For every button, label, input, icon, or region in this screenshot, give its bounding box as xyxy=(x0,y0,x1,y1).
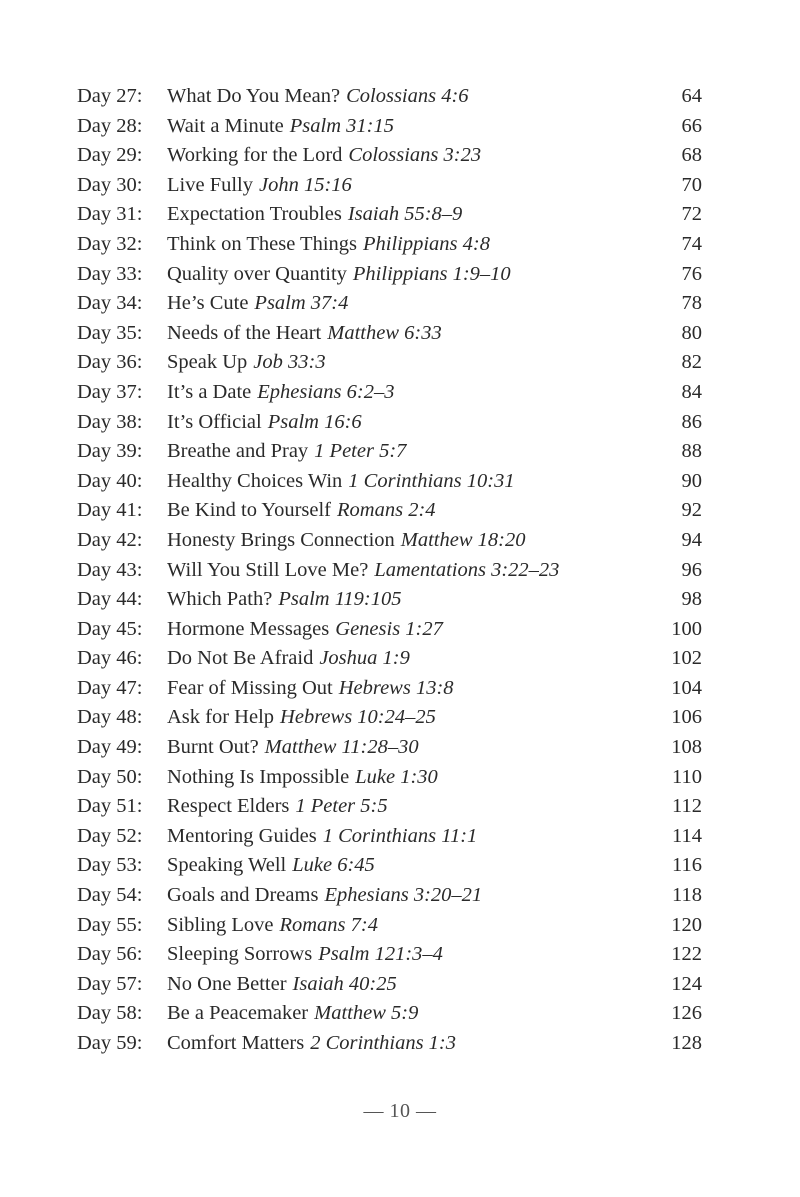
toc-page-number: 100 xyxy=(671,617,702,640)
toc-scripture-reference: Psalm 119:105 xyxy=(278,588,402,611)
toc-entry xyxy=(0,378,800,408)
toc-entry-text xyxy=(167,437,406,467)
toc-day-label: Day 44: xyxy=(77,588,143,611)
toc-page-number: 88 xyxy=(681,440,702,463)
toc-entry-text xyxy=(167,289,348,319)
toc-day-label: Day 51: xyxy=(77,795,143,818)
toc-title: It’s Official xyxy=(167,410,262,433)
toc-entry-text xyxy=(167,763,438,793)
toc-day-label: Day 41: xyxy=(77,499,143,522)
toc-scripture-reference: Matthew 11:28–30 xyxy=(264,736,419,759)
toc-day-label: Day 30: xyxy=(77,173,143,196)
toc-title: Sleeping Sorrows xyxy=(167,943,313,966)
toc-entry xyxy=(0,260,800,290)
toc-entry-text xyxy=(167,200,462,230)
toc-entry-text xyxy=(167,348,326,378)
toc-title: Sibling Love xyxy=(167,913,274,936)
toc-entry xyxy=(0,171,800,201)
toc-entry xyxy=(0,822,800,852)
toc-page-number: 128 xyxy=(671,1032,702,1054)
toc-day-label: Day 33: xyxy=(77,262,143,285)
toc-entry xyxy=(0,585,800,615)
toc-title: Comfort Matters xyxy=(167,1032,305,1054)
toc-day-label: Day 55: xyxy=(77,913,143,936)
toc-title: It’s a Date xyxy=(167,380,252,403)
toc-page-number: 96 xyxy=(681,558,702,581)
toc-entry xyxy=(0,851,800,881)
toc-title: He’s Cute xyxy=(167,292,249,315)
toc-scripture-reference: 2 Corinthians 1:3 xyxy=(310,1032,457,1054)
toc-scripture-reference: Philippians 1:9–10 xyxy=(352,262,511,285)
toc-title: Speak Up xyxy=(167,351,248,374)
toc-entry xyxy=(0,733,800,763)
toc-scripture-reference: Psalm 121:3–4 xyxy=(318,943,443,966)
toc-entry xyxy=(0,82,800,112)
toc-day-label: Day 37: xyxy=(77,380,143,403)
toc-entry xyxy=(0,467,800,497)
toc-page-number: 126 xyxy=(671,1002,702,1025)
toc-day-label: Day 53: xyxy=(77,854,143,877)
toc-page-number: 78 xyxy=(681,292,702,315)
toc-scripture-reference: Lamentations 3:22–23 xyxy=(374,558,560,581)
toc-entry-text xyxy=(167,82,469,112)
toc-page-number: 94 xyxy=(681,528,702,551)
toc-page-number: 108 xyxy=(671,736,702,759)
toc-entry xyxy=(0,496,800,526)
toc-day-label: Day 35: xyxy=(77,321,143,344)
toc-title: Do Not Be Afraid xyxy=(167,647,314,670)
toc-scripture-reference: Colossians 4:6 xyxy=(346,85,469,107)
toc-page-number: 122 xyxy=(671,943,702,966)
toc-title: Respect Elders xyxy=(167,795,290,818)
toc-entry xyxy=(0,970,800,1000)
toc-entry xyxy=(0,1029,800,1059)
toc-entry xyxy=(0,200,800,230)
toc-page-number: 110 xyxy=(672,765,702,788)
toc-page-number: 74 xyxy=(681,232,702,255)
toc-entry-text xyxy=(167,703,436,733)
toc-scripture-reference: Job 33:3 xyxy=(253,351,326,374)
toc-entry-text xyxy=(167,467,515,497)
toc-entry xyxy=(0,289,800,319)
toc-entry xyxy=(0,792,800,822)
toc-entry xyxy=(0,437,800,467)
toc-entry xyxy=(0,644,800,674)
toc-page-number: 106 xyxy=(671,706,702,729)
toc-page-number: 80 xyxy=(681,321,702,344)
toc-entry xyxy=(0,112,800,142)
toc-day-label: Day 32: xyxy=(77,232,143,255)
toc-entry xyxy=(0,141,800,171)
toc-entry-text xyxy=(167,112,394,142)
toc-page-number: 66 xyxy=(681,114,702,137)
toc-scripture-reference: Psalm 31:15 xyxy=(289,114,394,137)
toc-title: Nothing Is Impossible xyxy=(167,765,350,788)
toc-day-label: Day 47: xyxy=(77,676,143,699)
toc-day-label: Day 28: xyxy=(77,114,143,137)
toc-scripture-reference: Colossians 3:23 xyxy=(348,144,482,167)
toc-scripture-reference: 1 Corinthians 11:1 xyxy=(322,824,478,847)
toc-scripture-reference: John 15:16 xyxy=(258,173,352,196)
toc-page-number: 98 xyxy=(681,588,702,611)
toc-scripture-reference: Romans 7:4 xyxy=(279,913,378,936)
toc-page-number: 84 xyxy=(681,380,702,403)
toc-title: Be a Peacemaker xyxy=(167,1002,309,1025)
toc-entry-text xyxy=(167,171,352,201)
toc-day-label: Day 52: xyxy=(77,824,143,847)
toc-title: Fear of Missing Out xyxy=(167,676,333,699)
toc-entry xyxy=(0,763,800,793)
toc-title: Breathe and Pray xyxy=(167,440,309,463)
toc-scripture-reference: Matthew 5:9 xyxy=(314,1002,419,1025)
toc-entry xyxy=(0,615,800,645)
toc-page-number: 70 xyxy=(681,173,702,196)
toc-entry xyxy=(0,526,800,556)
toc-title: Burnt Out? xyxy=(167,736,259,759)
toc-day-label: Day 31: xyxy=(77,203,143,226)
toc-day-label: Day 58: xyxy=(77,1002,143,1025)
toc-day-label: Day 39: xyxy=(77,440,143,463)
toc-day-label: Day 45: xyxy=(77,617,143,640)
toc-entry-text xyxy=(167,940,443,970)
toc-title: Hormone Messages xyxy=(167,617,330,640)
toc-scripture-reference: Matthew 6:33 xyxy=(327,321,442,344)
toc-scripture-reference: 1 Peter 5:5 xyxy=(295,795,388,818)
toc-page-number: 102 xyxy=(671,647,702,670)
toc-scripture-reference: Hebrews 13:8 xyxy=(338,676,454,699)
toc-day-label: Day 46: xyxy=(77,647,143,670)
toc-day-label: Day 48: xyxy=(77,706,143,729)
toc-entry-text xyxy=(167,526,525,556)
toc-title: Goals and Dreams xyxy=(167,884,319,907)
toc-day-label: Day 59: xyxy=(77,1032,143,1054)
toc-scripture-reference: Isaiah 40:25 xyxy=(292,972,397,995)
toc-day-label: Day 43: xyxy=(77,558,143,581)
toc-page-number: 72 xyxy=(681,203,702,226)
toc-entry-text xyxy=(167,999,418,1029)
toc-day-label: Day 38: xyxy=(77,410,143,433)
toc-title: No One Better xyxy=(167,972,287,995)
toc-entry xyxy=(0,999,800,1029)
toc-title: Working for the Lord xyxy=(167,144,343,167)
toc-entry xyxy=(0,319,800,349)
toc-title: Which Path? xyxy=(167,588,273,611)
toc-page-number: 82 xyxy=(681,351,702,374)
toc-day-label: Day 36: xyxy=(77,351,143,374)
page-number: — 10 — xyxy=(363,1100,437,1122)
toc-day-label: Day 29: xyxy=(77,144,143,167)
toc-page-number: 112 xyxy=(672,795,702,818)
toc-scripture-reference: Psalm 16:6 xyxy=(267,410,362,433)
toc-title: Expectation Troubles xyxy=(167,203,342,226)
toc-title: Ask for Help xyxy=(167,706,275,729)
toc-entry-text xyxy=(167,644,410,674)
toc-entry-text xyxy=(167,851,375,881)
toc-entry-text xyxy=(167,674,454,704)
toc-entry-text xyxy=(167,141,481,171)
toc-day-label: Day 57: xyxy=(77,972,143,995)
toc-scripture-reference: Genesis 1:27 xyxy=(335,617,443,640)
toc-page-number: 86 xyxy=(681,410,702,433)
toc-entry xyxy=(0,556,800,586)
toc-scripture-reference: Hebrews 10:24–25 xyxy=(280,706,436,729)
toc-page-number: 114 xyxy=(672,824,702,847)
toc-scripture-reference: Matthew 18:20 xyxy=(400,528,526,551)
toc-scripture-reference: 1 Corinthians 10:31 xyxy=(348,469,515,492)
toc-day-label: Day 56: xyxy=(77,943,143,966)
toc-scripture-reference: Philippians 4:8 xyxy=(363,232,490,255)
toc-page-number: 104 xyxy=(671,676,702,699)
toc-entry-text xyxy=(167,881,482,911)
toc-entry-text xyxy=(167,556,559,586)
toc-title: Mentoring Guides xyxy=(167,824,317,847)
toc-page-number: 124 xyxy=(671,972,702,995)
toc-entry-text xyxy=(167,792,388,822)
toc-day-label: Day 34: xyxy=(77,292,143,315)
toc-scripture-reference: Luke 6:45 xyxy=(292,854,375,877)
toc-entry-text xyxy=(167,1029,456,1059)
toc-entry-text xyxy=(167,970,397,1000)
toc-entry-text xyxy=(167,911,378,941)
toc-page-number: 118 xyxy=(672,884,702,907)
toc-entry-text xyxy=(167,496,436,526)
toc-entry-text xyxy=(167,230,490,260)
toc-scripture-reference: Isaiah 55:8–9 xyxy=(347,203,463,226)
toc-entry xyxy=(0,940,800,970)
toc-title: Healthy Choices Win xyxy=(167,469,343,492)
toc-day-label: Day 42: xyxy=(77,528,143,551)
toc-scripture-reference: Ephesians 3:20–21 xyxy=(324,884,483,907)
toc-entry xyxy=(0,911,800,941)
toc-title: Live Fully xyxy=(167,173,253,196)
toc-day-label: Day 40: xyxy=(77,469,143,492)
toc-scripture-reference: Ephesians 6:2–3 xyxy=(257,380,395,403)
toc-entry-text xyxy=(167,260,511,290)
toc-entry-text xyxy=(167,408,362,438)
toc-scripture-reference: Romans 2:4 xyxy=(337,499,436,522)
toc-title: Wait a Minute xyxy=(167,114,284,137)
toc-entry xyxy=(0,674,800,704)
toc-page-number: 64 xyxy=(681,85,702,107)
toc-title: Needs of the Heart xyxy=(167,321,322,344)
toc-title: Speaking Well xyxy=(167,854,287,877)
toc-entry-text xyxy=(167,378,394,408)
toc-entry xyxy=(0,408,800,438)
toc-day-label: Day 50: xyxy=(77,765,143,788)
toc-entry-text xyxy=(167,319,442,349)
toc-scripture-reference: Joshua 1:9 xyxy=(319,647,410,670)
toc-page-number: 76 xyxy=(681,262,702,285)
toc-title: Will You Still Love Me? xyxy=(167,558,369,581)
toc-page-number: 116 xyxy=(672,854,702,877)
toc-scripture-reference: Psalm 37:4 xyxy=(254,292,349,315)
toc-entry-text xyxy=(167,615,443,645)
toc-title: Quality over Quantity xyxy=(167,262,347,285)
toc-scripture-reference: Luke 1:30 xyxy=(355,765,438,788)
toc-page-number: 120 xyxy=(671,913,702,936)
toc-entry-text xyxy=(167,585,402,615)
toc-day-label: Day 54: xyxy=(77,884,143,907)
toc-day-label: Day 49: xyxy=(77,736,143,759)
toc-page-number: 90 xyxy=(681,469,702,492)
toc-scripture-reference: 1 Peter 5:7 xyxy=(314,440,407,463)
table-of-contents xyxy=(0,82,800,1059)
toc-entry-text xyxy=(167,733,419,763)
toc-entry-text xyxy=(167,822,477,852)
toc-entry xyxy=(0,230,800,260)
toc-entry xyxy=(0,348,800,378)
toc-entry xyxy=(0,881,800,911)
toc-entry xyxy=(0,703,800,733)
toc-title: Honesty Brings Connection xyxy=(167,528,395,551)
toc-title: What Do You Mean? xyxy=(167,85,341,107)
toc-title: Think on These Things xyxy=(167,232,357,255)
toc-page-number: 68 xyxy=(681,144,702,167)
toc-page-number: 92 xyxy=(681,499,702,522)
toc-day-label: Day 27: xyxy=(77,85,143,107)
toc-title: Be Kind to Yourself xyxy=(167,499,332,522)
